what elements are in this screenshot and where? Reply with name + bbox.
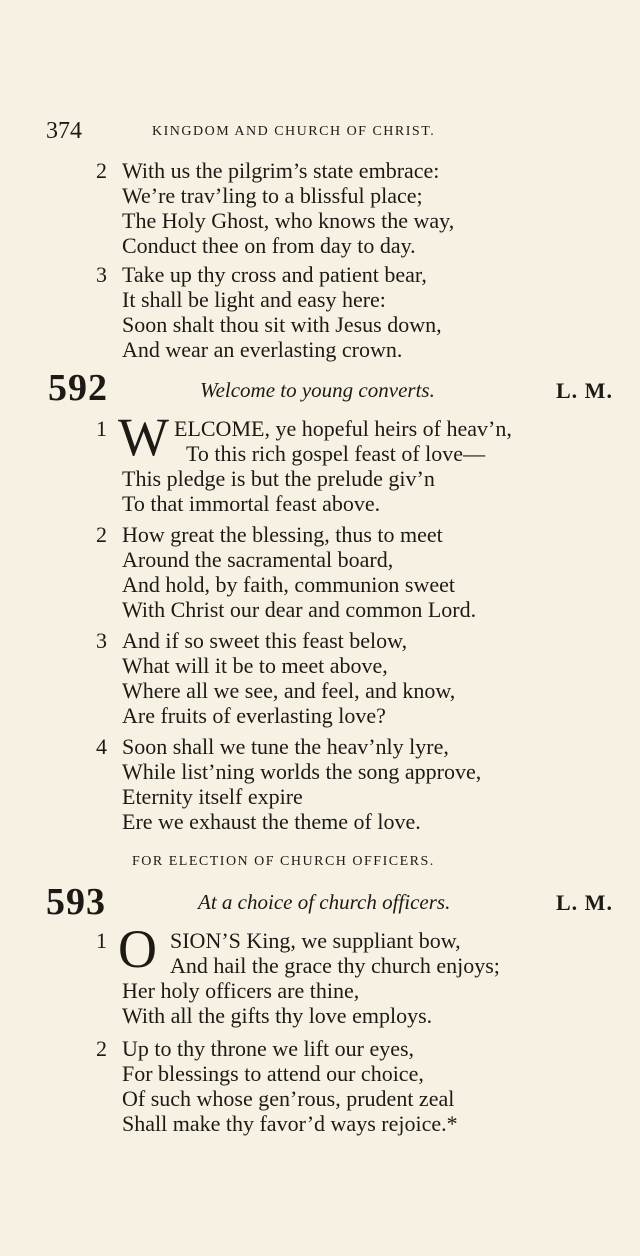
- drop-cap: O: [118, 919, 157, 979]
- stanza-number: 1: [96, 416, 107, 441]
- verse-line: Her holy officers are thine,: [122, 978, 360, 1003]
- verse-line: To that immortal feast above.: [122, 491, 381, 516]
- verse-line: Soon shall we tune the heav’nly lyre,: [122, 734, 449, 759]
- verse-line: Take up thy cross and patient bear,: [122, 262, 427, 287]
- hymn-title: Welcome to young converts.: [200, 378, 435, 402]
- verse-line: And if so sweet this feast below,: [122, 628, 408, 653]
- verse-line: Shall make thy favor’d ways rejoice.*: [122, 1111, 458, 1136]
- hymn-number: 592: [48, 367, 108, 409]
- verse-line: And wear an everlasting crown.: [122, 337, 403, 362]
- verse-line: ELCOME, ye hopeful heirs of heav’n,: [174, 416, 512, 441]
- hymn-title: At a choice of church officers.: [198, 890, 451, 914]
- verse-line: It shall be light and easy here:: [122, 287, 386, 312]
- verse-line: The Holy Ghost, who knows the way,: [122, 208, 455, 233]
- verse-line: We’re trav’ling to a blissful place;: [122, 183, 423, 208]
- hymn-meter: L. M.: [556, 890, 613, 915]
- verse-line: Where all we see, and feel, and know,: [122, 678, 456, 703]
- verse-line: SION’S King, we suppliant bow,: [170, 928, 461, 953]
- stanza-number: 3: [96, 262, 107, 287]
- verse-line: With Christ our dear and common Lord.: [122, 597, 477, 622]
- verse-line: With us the pilgrim’s state embrace:: [122, 158, 440, 183]
- verse-line: Eternity itself expire: [122, 784, 303, 809]
- verse-line: Of such whose gen’rous, prudent zeal: [122, 1086, 455, 1111]
- stanza-number: 1: [96, 928, 107, 953]
- verse-line: This pledge is but the prelude giv’n: [122, 466, 435, 491]
- verse-line: Conduct thee on from day to day.: [122, 233, 416, 258]
- verse-line: And hold, by faith, communion sweet: [122, 572, 456, 597]
- stanza: [96, 919, 616, 1038]
- verse-line: How great the blessing, thus to meet: [122, 522, 443, 547]
- hymn-number: 593: [46, 881, 106, 923]
- verse-line: And hail the grace thy church enjoys;: [170, 953, 500, 978]
- stanza-number: 2: [96, 522, 107, 547]
- verse-line: Are fruits of everlasting love?: [122, 703, 386, 728]
- verse-line: With all the gifts thy love employs.: [122, 1003, 433, 1028]
- page-number: 374: [46, 118, 82, 144]
- stanza-number: 4: [96, 734, 107, 759]
- verse-line: While list’ning worlds the song approve,: [122, 759, 482, 784]
- running-title: KINGDOM AND CHURCH OF CHRIST.: [152, 124, 436, 139]
- verse-line: For blessings to attend our choice,: [122, 1061, 424, 1086]
- verse-line: Soon shalt thou sit with Jesus down,: [122, 312, 442, 337]
- page-header: [46, 118, 576, 145]
- drop-cap: W: [118, 407, 169, 467]
- section-heading: FOR ELECTION OF CHURCH OFFICERS.: [132, 854, 435, 869]
- verse-line: What will it be to meet above,: [122, 653, 388, 678]
- verse-line: Around the sacramental board,: [122, 547, 394, 572]
- stanza-number: 2: [96, 158, 107, 183]
- hymn-meter: L. M.: [556, 378, 613, 403]
- verse-line: Ere we exhaust the theme of love.: [122, 809, 421, 834]
- stanza-number: 3: [96, 628, 107, 653]
- stanza-number: 2: [96, 1036, 107, 1061]
- verse-line: Up to thy throne we lift our eyes,: [122, 1036, 415, 1061]
- stanza: [96, 407, 616, 526]
- verse-line: To this rich gospel feast of love—: [186, 441, 486, 466]
